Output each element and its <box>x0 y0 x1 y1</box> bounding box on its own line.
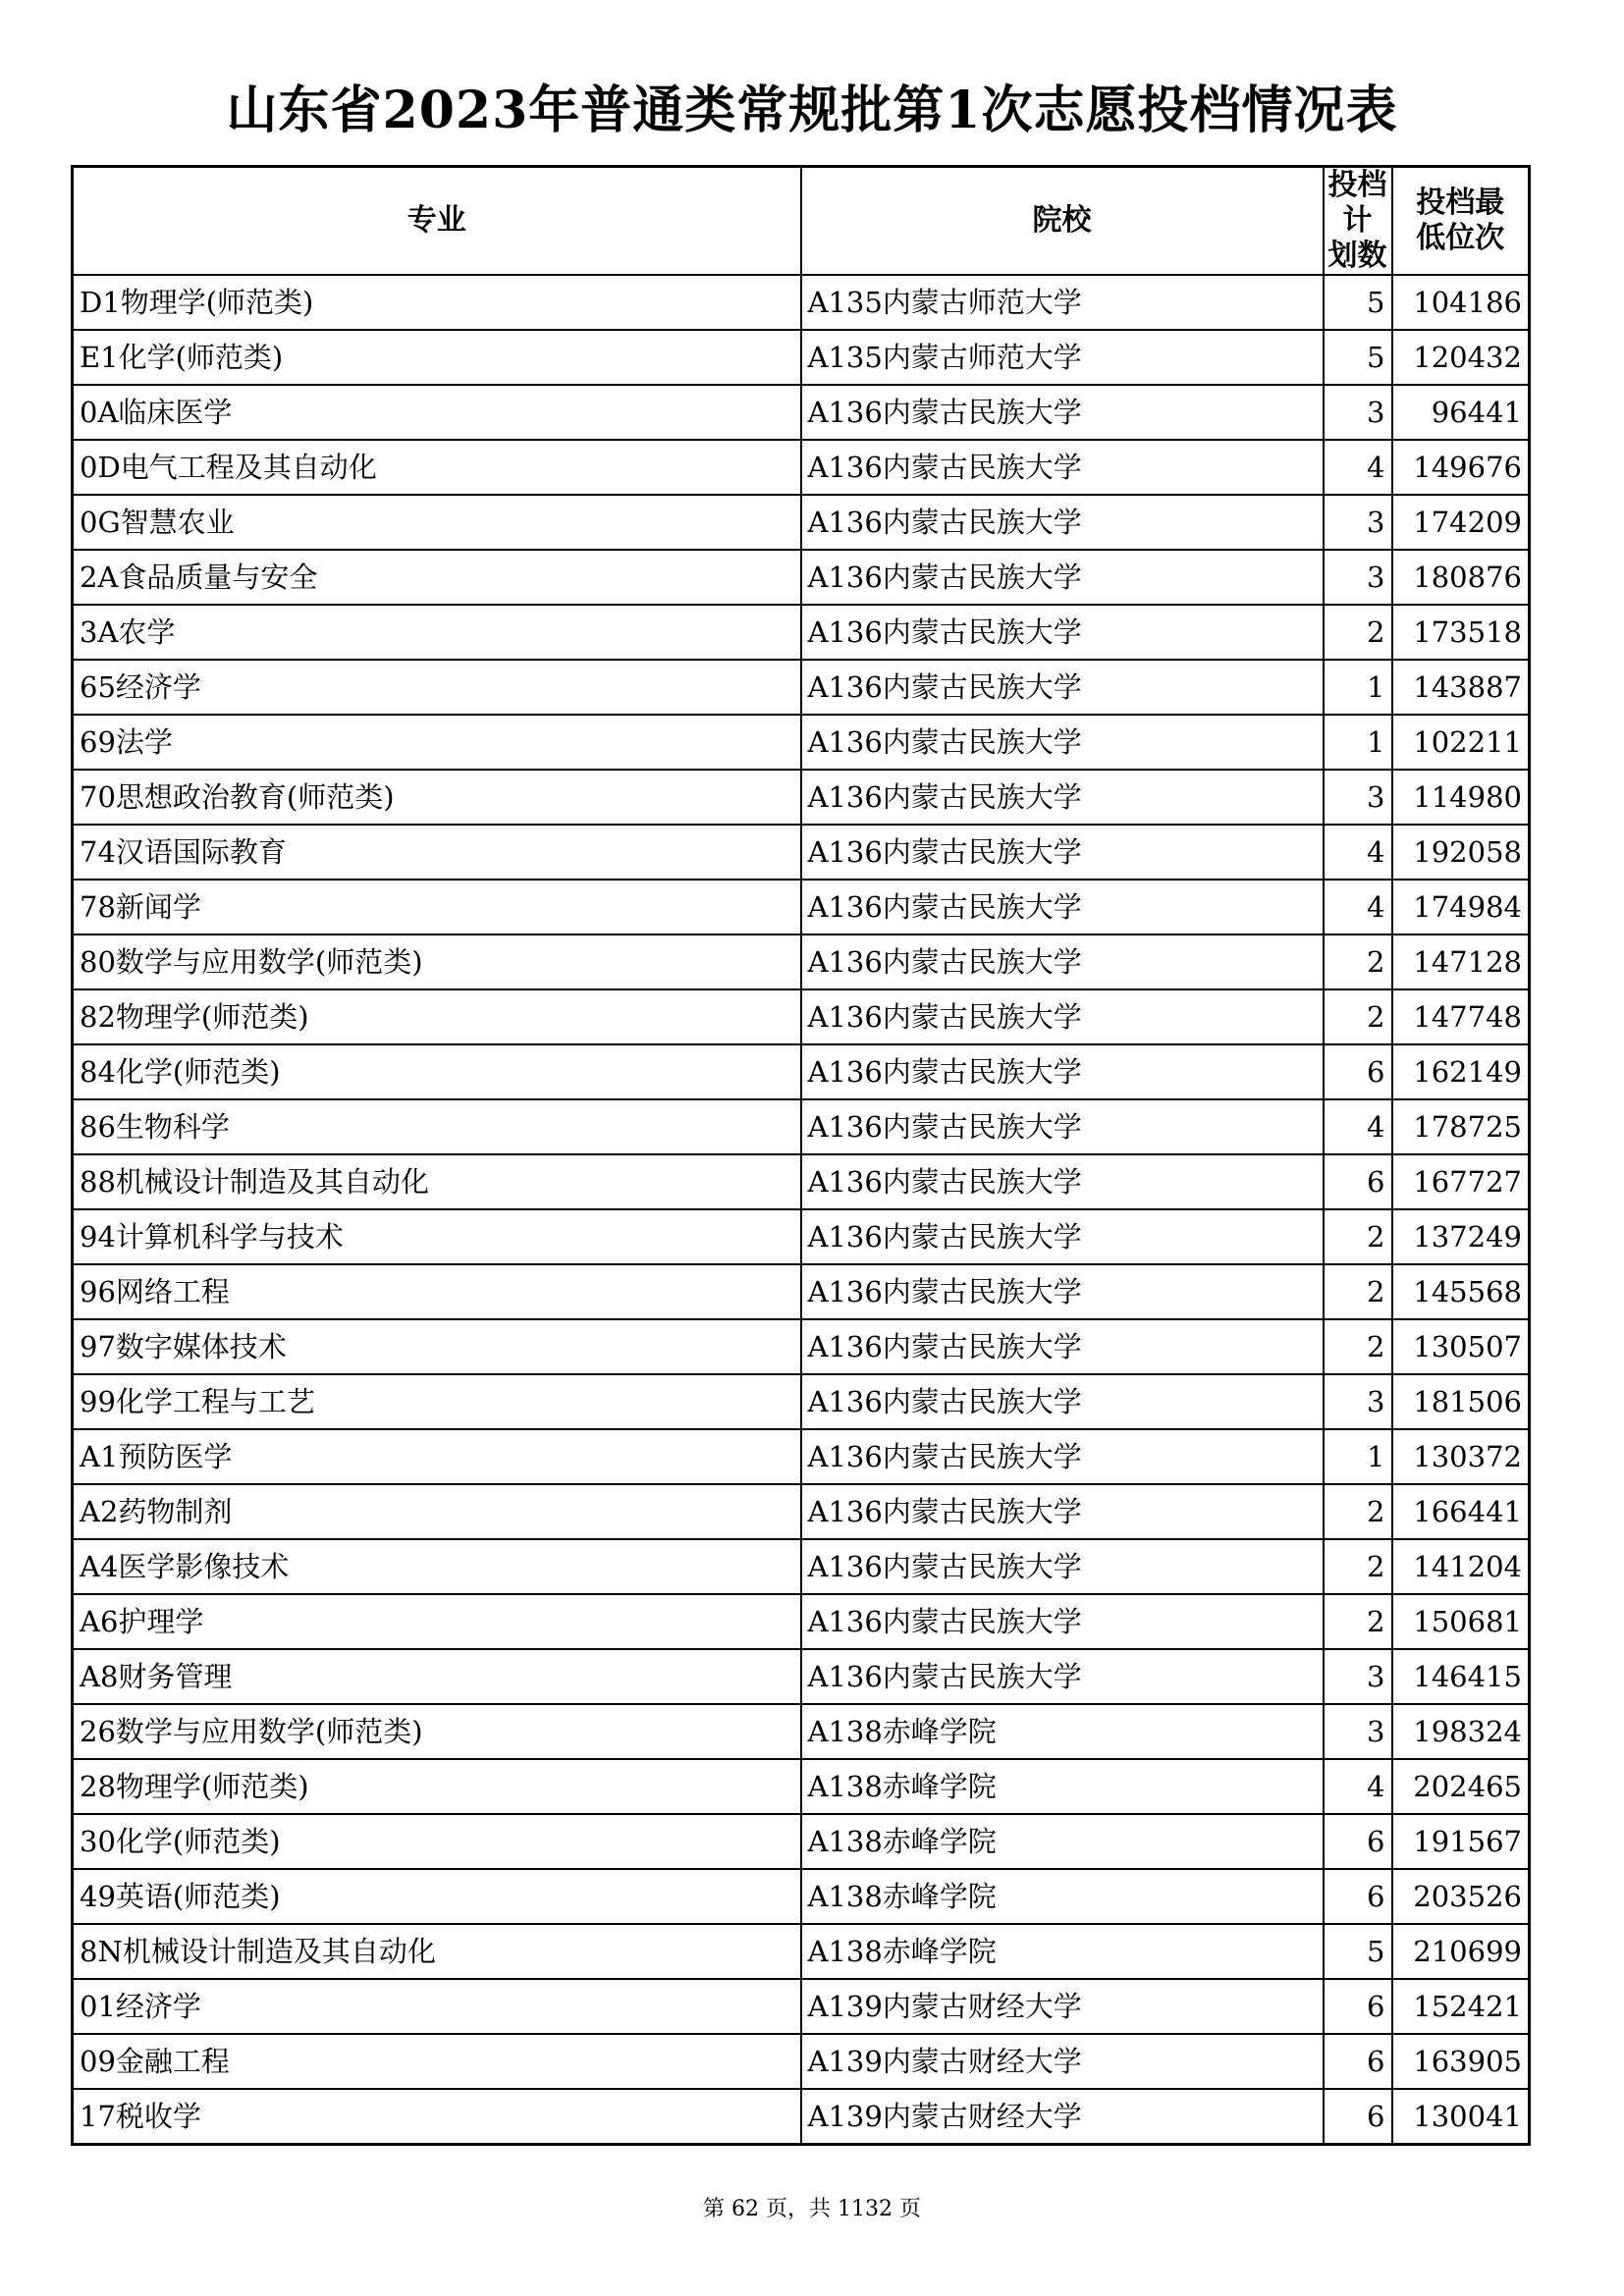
cell-major: 88机械设计制造及其自动化 <box>73 1154 801 1209</box>
cell-major: D1物理学(师范类) <box>73 275 801 330</box>
cell-school: A139内蒙古财经大学 <box>801 1979 1324 2034</box>
cell-plan: 4 <box>1324 1099 1392 1154</box>
cell-rank: 192058 <box>1392 825 1530 880</box>
cell-major: A1预防医学 <box>73 1429 801 1484</box>
cell-school: A136内蒙古民族大学 <box>801 715 1324 770</box>
cell-major: 70思想政治教育(师范类) <box>73 770 801 825</box>
cell-major: 49英语(师范类) <box>73 1869 801 1924</box>
cell-plan: 1 <box>1324 660 1392 715</box>
cell-plan: 2 <box>1324 1264 1392 1319</box>
table-row <box>73 2034 1530 2089</box>
table-row <box>73 1869 1530 1924</box>
cell-plan: 2 <box>1324 1484 1392 1539</box>
cell-plan: 5 <box>1324 1924 1392 1979</box>
cell-rank: 96441 <box>1392 385 1530 440</box>
header-rank <box>1392 167 1530 276</box>
cell-plan: 4 <box>1324 880 1392 934</box>
cell-school: A135内蒙古师范大学 <box>801 330 1324 385</box>
header-plan <box>1324 167 1392 276</box>
cell-plan: 5 <box>1324 275 1392 330</box>
cell-plan: 6 <box>1324 1814 1392 1869</box>
header-school: 院校 <box>801 167 1324 276</box>
table-row <box>73 1704 1530 1759</box>
table-row <box>73 715 1530 770</box>
table-row <box>73 1924 1530 1979</box>
table-row <box>73 1264 1530 1319</box>
header-plan-line2: 划数 <box>1327 239 1387 273</box>
cell-rank: 167727 <box>1392 1154 1530 1209</box>
cell-major: 17税收学 <box>73 2089 801 2145</box>
cell-major: 01经济学 <box>73 1979 801 2034</box>
admission-table <box>71 165 1531 2146</box>
cell-major: 82物理学(师范类) <box>73 989 801 1044</box>
table-row <box>73 550 1530 605</box>
header-row <box>73 167 1530 276</box>
table-row <box>73 1429 1530 1484</box>
cell-plan: 6 <box>1324 1154 1392 1209</box>
cell-plan: 5 <box>1324 330 1392 385</box>
table-row <box>73 989 1530 1044</box>
table-row <box>73 660 1530 715</box>
table-row <box>73 605 1530 660</box>
cell-plan: 3 <box>1324 1704 1392 1759</box>
cell-plan: 3 <box>1324 385 1392 440</box>
table-row <box>73 1044 1530 1099</box>
table-row <box>73 1154 1530 1209</box>
cell-rank: 173518 <box>1392 605 1530 660</box>
cell-school: A136内蒙古民族大学 <box>801 440 1324 495</box>
cell-plan: 2 <box>1324 1209 1392 1264</box>
table-row <box>73 1209 1530 1264</box>
cell-plan: 3 <box>1324 495 1392 550</box>
cell-plan: 2 <box>1324 989 1392 1044</box>
table-row <box>73 1319 1530 1374</box>
header-rank-line1: 投档最 <box>1416 186 1505 220</box>
cell-school: A136内蒙古民族大学 <box>801 880 1324 934</box>
table-row <box>73 1759 1530 1814</box>
cell-plan: 4 <box>1324 825 1392 880</box>
cell-plan: 1 <box>1324 1429 1392 1484</box>
cell-major: 0G智慧农业 <box>73 495 801 550</box>
cell-rank: 150681 <box>1392 1594 1530 1649</box>
cell-major: 94计算机科学与技术 <box>73 1209 801 1264</box>
cell-rank: 146415 <box>1392 1649 1530 1704</box>
cell-school: A136内蒙古民族大学 <box>801 1594 1324 1649</box>
cell-plan: 4 <box>1324 1759 1392 1814</box>
cell-school: A136内蒙古民族大学 <box>801 1484 1324 1539</box>
table-row <box>73 1979 1530 2034</box>
cell-rank: 198324 <box>1392 1704 1530 1759</box>
cell-rank: 191567 <box>1392 1814 1530 1869</box>
cell-school: A135内蒙古师范大学 <box>801 275 1324 330</box>
table-row <box>73 275 1530 330</box>
table-row <box>73 1539 1530 1594</box>
cell-school: A136内蒙古民族大学 <box>801 770 1324 825</box>
header-major: 专业 <box>73 167 801 276</box>
cell-rank: 152421 <box>1392 1979 1530 2034</box>
cell-school: A138赤峰学院 <box>801 1924 1324 1979</box>
table-row <box>73 2089 1530 2145</box>
cell-school: A138赤峰学院 <box>801 1759 1324 1814</box>
table-row <box>73 1099 1530 1154</box>
page-title: 山东省2023年普通类常规批第1次志愿投档情况表 <box>226 80 1398 140</box>
cell-plan: 3 <box>1324 1374 1392 1429</box>
table-row <box>73 825 1530 880</box>
cell-school: A136内蒙古民族大学 <box>801 660 1324 715</box>
cell-rank: 178725 <box>1392 1099 1530 1154</box>
cell-rank: 174209 <box>1392 495 1530 550</box>
cell-rank: 180876 <box>1392 550 1530 605</box>
page-footer: 第 62 页，共 1132 页 <box>703 2197 921 2221</box>
cell-rank: 130372 <box>1392 1429 1530 1484</box>
cell-major: 69法学 <box>73 715 801 770</box>
cell-plan: 3 <box>1324 1649 1392 1704</box>
cell-school: A136内蒙古民族大学 <box>801 1539 1324 1594</box>
table-header <box>73 167 1530 276</box>
header-rank-line2: 低位次 <box>1416 221 1505 255</box>
cell-school: A136内蒙古民族大学 <box>801 495 1324 550</box>
cell-plan: 2 <box>1324 605 1392 660</box>
cell-major: 0D电气工程及其自动化 <box>73 440 801 495</box>
cell-major: 8N机械设计制造及其自动化 <box>73 1924 801 1979</box>
cell-school: A139内蒙古财经大学 <box>801 2089 1324 2145</box>
cell-major: 86生物科学 <box>73 1099 801 1154</box>
cell-rank: 114980 <box>1392 770 1530 825</box>
table-row <box>73 1814 1530 1869</box>
table-row <box>73 330 1530 385</box>
cell-major: 84化学(师范类) <box>73 1044 801 1099</box>
cell-rank: 149676 <box>1392 440 1530 495</box>
cell-major: 74汉语国际教育 <box>73 825 801 880</box>
cell-school: A136内蒙古民族大学 <box>801 1429 1324 1484</box>
table-row <box>73 1649 1530 1704</box>
cell-plan: 1 <box>1324 715 1392 770</box>
cell-plan: 2 <box>1324 1319 1392 1374</box>
cell-major: A4医学影像技术 <box>73 1539 801 1594</box>
cell-plan: 2 <box>1324 1594 1392 1649</box>
cell-plan: 3 <box>1324 770 1392 825</box>
cell-major: 30化学(师范类) <box>73 1814 801 1869</box>
cell-rank: 202465 <box>1392 1759 1530 1814</box>
cell-rank: 130507 <box>1392 1319 1530 1374</box>
cell-major: 0A临床医学 <box>73 385 801 440</box>
cell-major: 28物理学(师范类) <box>73 1759 801 1814</box>
cell-school: A138赤峰学院 <box>801 1704 1324 1759</box>
cell-major: 80数学与应用数学(师范类) <box>73 934 801 989</box>
cell-rank: 130041 <box>1392 2089 1530 2145</box>
cell-school: A136内蒙古民族大学 <box>801 934 1324 989</box>
cell-plan: 6 <box>1324 1044 1392 1099</box>
cell-school: A136内蒙古民族大学 <box>801 1099 1324 1154</box>
cell-major: A6护理学 <box>73 1594 801 1649</box>
table-row <box>73 880 1530 934</box>
cell-school: A136内蒙古民族大学 <box>801 1264 1324 1319</box>
cell-rank: 174984 <box>1392 880 1530 934</box>
table-body <box>73 275 1530 2145</box>
cell-rank: 203526 <box>1392 1869 1530 1924</box>
cell-plan: 6 <box>1324 1979 1392 2034</box>
cell-major: 65经济学 <box>73 660 801 715</box>
cell-major: 99化学工程与工艺 <box>73 1374 801 1429</box>
cell-school: A136内蒙古民族大学 <box>801 385 1324 440</box>
cell-school: A138赤峰学院 <box>801 1814 1324 1869</box>
table-row <box>73 1484 1530 1539</box>
cell-rank: 147748 <box>1392 989 1530 1044</box>
cell-school: A136内蒙古民族大学 <box>801 550 1324 605</box>
cell-plan: 4 <box>1324 440 1392 495</box>
table-row <box>73 934 1530 989</box>
cell-school: A136内蒙古民族大学 <box>801 1319 1324 1374</box>
cell-major: 97数字媒体技术 <box>73 1319 801 1374</box>
table-row <box>73 1594 1530 1649</box>
cell-rank: 181506 <box>1392 1374 1530 1429</box>
cell-plan: 2 <box>1324 934 1392 989</box>
cell-rank: 145568 <box>1392 1264 1530 1319</box>
cell-major: 09金融工程 <box>73 2034 801 2089</box>
cell-rank: 162149 <box>1392 1044 1530 1099</box>
cell-school: A136内蒙古民族大学 <box>801 1154 1324 1209</box>
cell-plan: 2 <box>1324 1539 1392 1594</box>
cell-rank: 104186 <box>1392 275 1530 330</box>
cell-plan: 6 <box>1324 2034 1392 2089</box>
cell-plan: 6 <box>1324 1869 1392 1924</box>
cell-major: 96网络工程 <box>73 1264 801 1319</box>
cell-major: A8财务管理 <box>73 1649 801 1704</box>
cell-rank: 143887 <box>1392 660 1530 715</box>
header-plan-line1: 投档计 <box>1327 168 1387 238</box>
table-row <box>73 495 1530 550</box>
cell-school: A136内蒙古民族大学 <box>801 825 1324 880</box>
cell-rank: 147128 <box>1392 934 1530 989</box>
cell-rank: 163905 <box>1392 2034 1530 2089</box>
cell-school: A136内蒙古民族大学 <box>801 989 1324 1044</box>
table-row <box>73 385 1530 440</box>
table-row <box>73 440 1530 495</box>
cell-school: A136内蒙古民族大学 <box>801 1649 1324 1704</box>
cell-plan: 6 <box>1324 2089 1392 2145</box>
cell-major: 26数学与应用数学(师范类) <box>73 1704 801 1759</box>
cell-school: A138赤峰学院 <box>801 1869 1324 1924</box>
cell-major: E1化学(师范类) <box>73 330 801 385</box>
cell-school: A136内蒙古民族大学 <box>801 605 1324 660</box>
cell-school: A136内蒙古民族大学 <box>801 1209 1324 1264</box>
cell-rank: 210699 <box>1392 1924 1530 1979</box>
cell-plan: 3 <box>1324 550 1392 605</box>
cell-major: 78新闻学 <box>73 880 801 934</box>
cell-rank: 137249 <box>1392 1209 1530 1264</box>
cell-school: A139内蒙古财经大学 <box>801 2034 1324 2089</box>
cell-rank: 102211 <box>1392 715 1530 770</box>
cell-major: 2A食品质量与安全 <box>73 550 801 605</box>
cell-school: A136内蒙古民族大学 <box>801 1044 1324 1099</box>
cell-major: A2药物制剂 <box>73 1484 801 1539</box>
cell-rank: 120432 <box>1392 330 1530 385</box>
cell-school: A136内蒙古民族大学 <box>801 1374 1324 1429</box>
cell-rank: 166441 <box>1392 1484 1530 1539</box>
cell-major: 3A农学 <box>73 605 801 660</box>
table-row <box>73 770 1530 825</box>
table-row <box>73 1374 1530 1429</box>
cell-rank: 141204 <box>1392 1539 1530 1594</box>
